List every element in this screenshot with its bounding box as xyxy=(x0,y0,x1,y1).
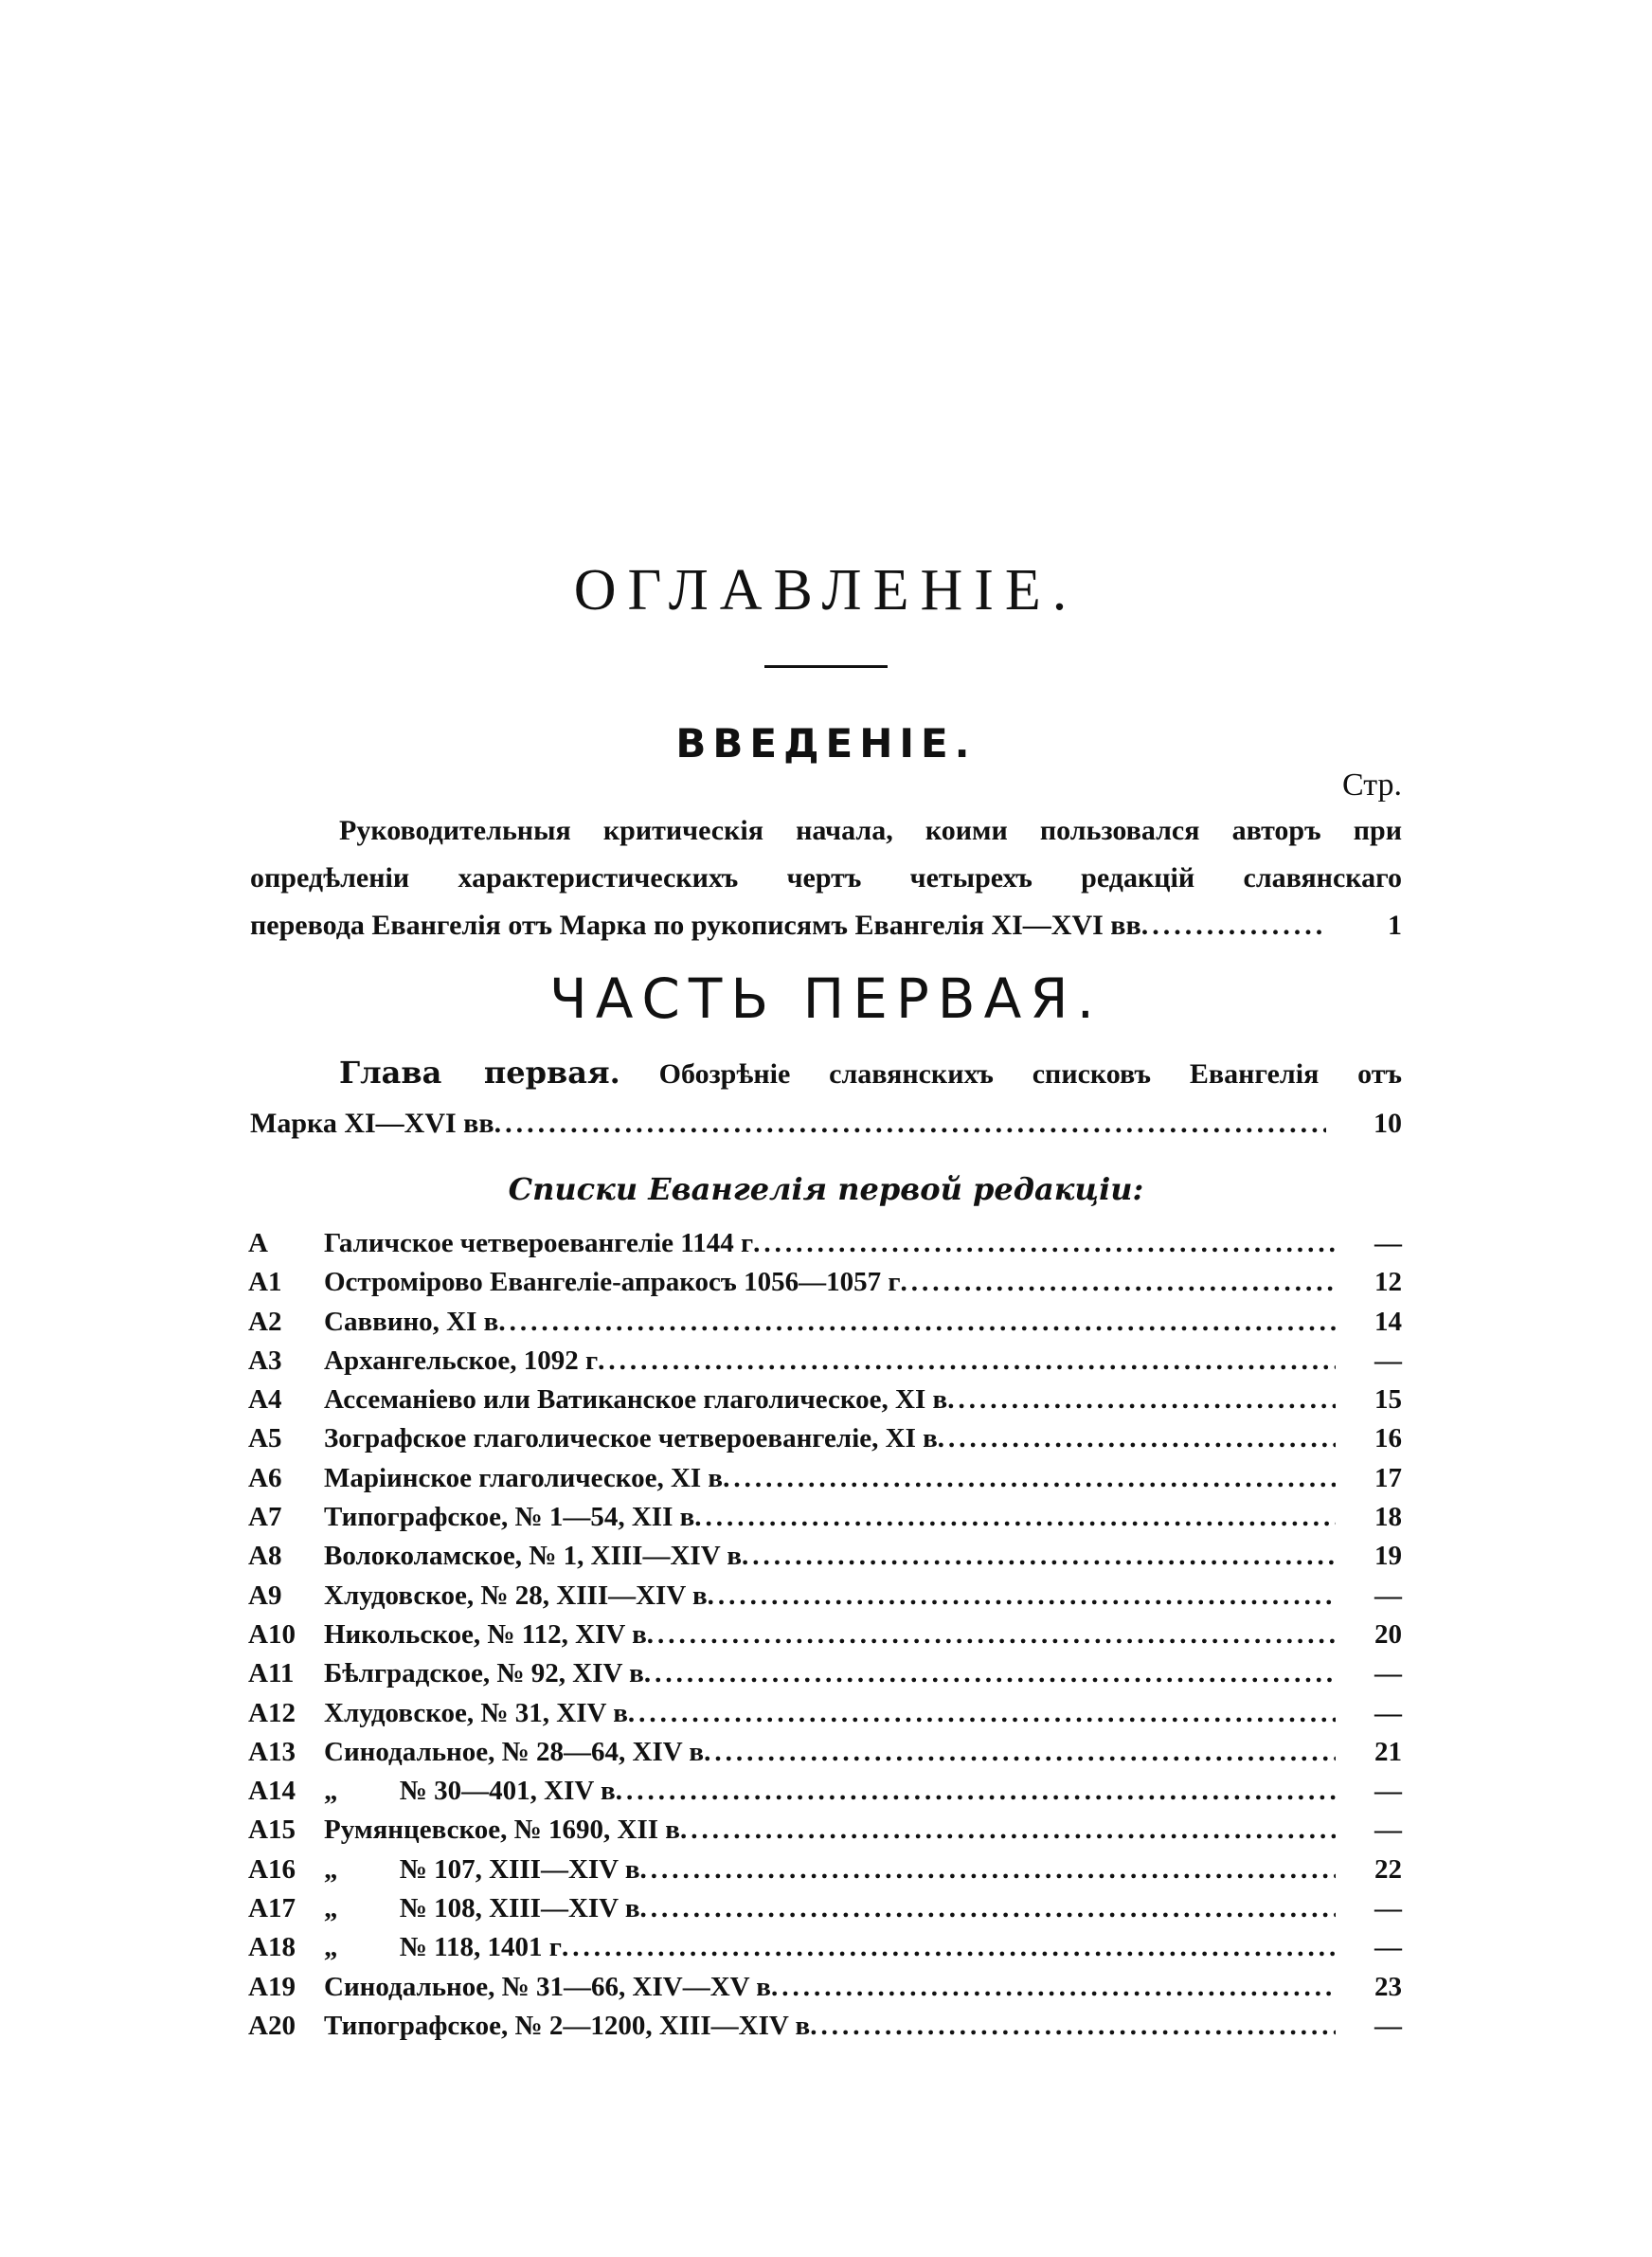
list-item xyxy=(248,1228,1402,1267)
manuscript-title: „ № 30—401, XIV в xyxy=(324,1776,616,1807)
manuscript-code: A1 xyxy=(248,1267,282,1298)
introduction-line-3: перевода Евангелія отъ Марка по рукописямъ Евангелія XI—XVI вв xyxy=(250,910,1141,941)
manuscript-title: Синодальное, № 28—64, XIV в xyxy=(324,1736,705,1767)
list-item xyxy=(248,1463,1402,1502)
introduction-page-number: 1 xyxy=(1388,910,1402,941)
list-item xyxy=(248,2011,1402,2049)
dot-leader xyxy=(598,1345,1336,1377)
manuscript-title: Никольское, № 112, XIV в xyxy=(324,1618,647,1650)
manuscript-entry-body xyxy=(324,1854,1336,1886)
chapter-line-2-row xyxy=(250,1099,1402,1148)
manuscript-code: A13 xyxy=(248,1736,296,1767)
manuscript-entry-body xyxy=(324,1619,1336,1651)
part-heading: ЧАСТЬ ПЕРВАЯ. xyxy=(548,966,1104,1031)
list-item xyxy=(248,1658,1402,1697)
manuscript-title: Бѣлградское, № 92, XIV в xyxy=(324,1658,644,1689)
manuscript-title: Остромірово Евангеліе-апракосъ 1056—1057 г xyxy=(324,1267,901,1298)
manuscript-entry-body xyxy=(324,1698,1336,1729)
manuscript-title: „ № 108, XIII—XIV в xyxy=(324,1893,640,1924)
list-item xyxy=(248,1502,1402,1541)
dot-leader xyxy=(723,1463,1336,1494)
manuscript-code: A12 xyxy=(248,1697,296,1728)
manuscript-page-number: — xyxy=(1374,2010,1402,2041)
manuscript-entry-body xyxy=(324,1815,1336,1846)
manuscript-title: Типографское, № 1—54, XII в xyxy=(324,1502,695,1533)
manuscript-page-number: 20 xyxy=(1374,1618,1402,1650)
manuscript-title: Хлудовское, № 31, XIV в xyxy=(324,1697,628,1728)
manuscript-code: A10 xyxy=(248,1618,296,1650)
dot-leader xyxy=(938,1423,1336,1454)
dot-leader xyxy=(901,1267,1337,1298)
manuscript-code: A9 xyxy=(248,1580,282,1611)
manuscript-page-number: 18 xyxy=(1374,1502,1402,1533)
manuscript-page-number: 17 xyxy=(1374,1462,1402,1493)
manuscript-page-number: — xyxy=(1374,1345,1402,1376)
manuscript-entry-body xyxy=(324,1972,1336,2003)
dot-leader xyxy=(771,1972,1336,2003)
introduction-line-3-row xyxy=(250,902,1402,949)
manuscript-entry-body xyxy=(324,1737,1336,1768)
dot-leader xyxy=(628,1698,1336,1729)
manuscript-code: A15 xyxy=(248,1815,296,1846)
manuscript-page-number: — xyxy=(1374,1228,1402,1258)
list-item xyxy=(248,1932,1402,1971)
manuscript-code: A3 xyxy=(248,1345,282,1376)
manuscript-title: Типографское, № 2—1200, XIII—XIV в xyxy=(324,2010,811,2041)
dot-leader xyxy=(947,1384,1336,1416)
chapter-page-number: 10 xyxy=(1374,1108,1402,1139)
manuscript-code: A5 xyxy=(248,1423,282,1454)
manuscript-title: Маріинское глаголическое, XI в xyxy=(324,1462,724,1493)
manuscript-title: Галичское четвероевангеліе 1144 г xyxy=(324,1228,754,1258)
manuscript-code: A xyxy=(248,1228,268,1258)
dot-leader xyxy=(616,1776,1336,1807)
dot-leader xyxy=(680,1815,1336,1846)
manuscript-page-number: 15 xyxy=(1374,1384,1402,1416)
list-heading: Списки Евангелія первой редакціи: xyxy=(508,1171,1144,1207)
dot-leader xyxy=(708,1580,1336,1612)
manuscript-title: Архангельское, 1092 г xyxy=(324,1345,599,1376)
manuscript-title: „ № 118, 1401 г xyxy=(324,1932,562,1963)
introduction-heading: ВВЕДЕНІЕ. xyxy=(675,720,977,767)
manuscript-code: A16 xyxy=(248,1853,296,1885)
chapter-title-end: Марка XI—XVI вв xyxy=(250,1108,494,1139)
manuscript-page-number: 19 xyxy=(1374,1541,1402,1572)
manuscript-page-number: — xyxy=(1374,1580,1402,1611)
list-item xyxy=(248,1580,1402,1619)
list-item xyxy=(248,1307,1402,1345)
dot-leader xyxy=(640,1854,1337,1886)
manuscript-code: A17 xyxy=(248,1893,296,1924)
manuscript-page-number: 22 xyxy=(1374,1853,1402,1885)
manuscript-page-number: — xyxy=(1374,1658,1402,1689)
manuscript-entry-body xyxy=(324,1658,1336,1689)
chapter-label: Глава первая. xyxy=(339,1055,620,1091)
list-item xyxy=(248,1384,1402,1423)
manuscript-entry-body xyxy=(324,1580,1336,1612)
manuscript-code: A8 xyxy=(248,1541,282,1572)
manuscript-page-number: 23 xyxy=(1374,1971,1402,2002)
manuscript-page-number: — xyxy=(1374,1815,1402,1846)
manuscript-entry-body xyxy=(324,1423,1336,1454)
list-item xyxy=(248,1972,1402,2011)
dot-leader xyxy=(644,1658,1336,1689)
manuscript-title: Хлудовское, № 28, XIII—XIV в xyxy=(324,1580,708,1611)
manuscript-page-number: 21 xyxy=(1374,1736,1402,1767)
dot-leader xyxy=(640,1893,1337,1924)
manuscript-title: Румянцевское, № 1690, XII в xyxy=(324,1815,680,1846)
manuscript-title: Зографское глаголическое четвероевангеліе, XI в xyxy=(324,1423,938,1454)
manuscript-code: A7 xyxy=(248,1502,282,1533)
list-item xyxy=(248,1776,1402,1815)
manuscript-code: A20 xyxy=(248,2010,296,2041)
dot-leader xyxy=(810,2011,1336,2042)
manuscript-entry-body xyxy=(324,1541,1336,1572)
introduction-entry xyxy=(250,807,1402,949)
list-item xyxy=(248,1423,1402,1462)
manuscript-code: A18 xyxy=(248,1932,296,1963)
manuscript-entry-body xyxy=(324,1267,1336,1298)
dot-leader xyxy=(498,1307,1336,1338)
manuscript-code: A19 xyxy=(248,1971,296,2002)
list-item xyxy=(248,1815,1402,1853)
manuscript-code: A14 xyxy=(248,1776,296,1807)
manuscript-title: Синодальное, № 31—66, XIV—XV в xyxy=(324,1971,771,2002)
dot-leader xyxy=(704,1737,1336,1768)
manuscript-page-number: — xyxy=(1374,1776,1402,1807)
list-item xyxy=(248,1541,1402,1580)
manuscript-entry-body xyxy=(324,1776,1336,1807)
manuscript-entry-body xyxy=(324,1893,1336,1924)
manuscript-code: A4 xyxy=(248,1384,282,1416)
dot-leader xyxy=(753,1228,1336,1259)
manuscript-page-number: — xyxy=(1374,1697,1402,1728)
manuscript-code: A11 xyxy=(248,1658,295,1689)
dot-leader xyxy=(562,1932,1336,1963)
chapter-title-start: Обозрѣніе славянскихъ списковъ Евангелія отъ xyxy=(658,1058,1403,1090)
manuscript-entry-body xyxy=(324,1502,1336,1533)
page-title: ОГЛАВЛЕНІЕ. xyxy=(573,558,1079,623)
dot-leader xyxy=(694,1502,1336,1533)
introduction-line-1: Руководительныя критическія начала, коими пользовался авторъ при xyxy=(339,815,1402,846)
manuscript-entry-body xyxy=(324,1463,1336,1494)
page-column-label: Стр. xyxy=(1341,767,1402,803)
dot-leader xyxy=(1141,902,1326,949)
manuscript-entry-body xyxy=(324,1228,1336,1259)
manuscript-code: A2 xyxy=(248,1306,282,1337)
list-item xyxy=(248,1698,1402,1737)
manuscript-title: Саввино, XI в xyxy=(324,1306,499,1337)
dot-leader xyxy=(647,1619,1336,1651)
list-item xyxy=(248,1893,1402,1932)
manuscript-list xyxy=(248,1228,1402,2049)
manuscript-entry-body xyxy=(324,1384,1336,1416)
dot-leader xyxy=(494,1099,1326,1148)
manuscript-title: „ № 107, XIII—XIV в xyxy=(324,1853,640,1885)
list-item xyxy=(248,1737,1402,1776)
manuscript-entry-body xyxy=(324,1345,1336,1377)
manuscript-page-number: 16 xyxy=(1374,1423,1402,1454)
dot-leader xyxy=(742,1541,1336,1572)
list-item xyxy=(248,1854,1402,1893)
list-item xyxy=(248,1345,1402,1384)
introduction-line-2: опредѣленіи характеристическихъ чертъ четырехъ редакцій славянскаго xyxy=(250,862,1402,894)
manuscript-page-number: — xyxy=(1374,1932,1402,1963)
chapter-line-1 xyxy=(250,1048,1402,1099)
list-item xyxy=(248,1619,1402,1658)
manuscript-code: A6 xyxy=(248,1462,282,1493)
manuscript-title: Ассеманіево или Ватиканское глаголическое, XI в xyxy=(324,1384,948,1416)
manuscript-title: Волоколамское, № 1, XIII—XIV в xyxy=(324,1541,743,1572)
manuscript-entry-body xyxy=(324,2011,1336,2042)
manuscript-entry-body xyxy=(324,1307,1336,1338)
list-item xyxy=(248,1267,1402,1306)
manuscript-page-number: 14 xyxy=(1374,1306,1402,1337)
chapter-entry xyxy=(250,1048,1402,1148)
title-divider xyxy=(764,665,888,668)
manuscript-entry-body xyxy=(324,1932,1336,1963)
manuscript-page-number: 12 xyxy=(1374,1267,1402,1298)
manuscript-page-number: — xyxy=(1374,1893,1402,1924)
